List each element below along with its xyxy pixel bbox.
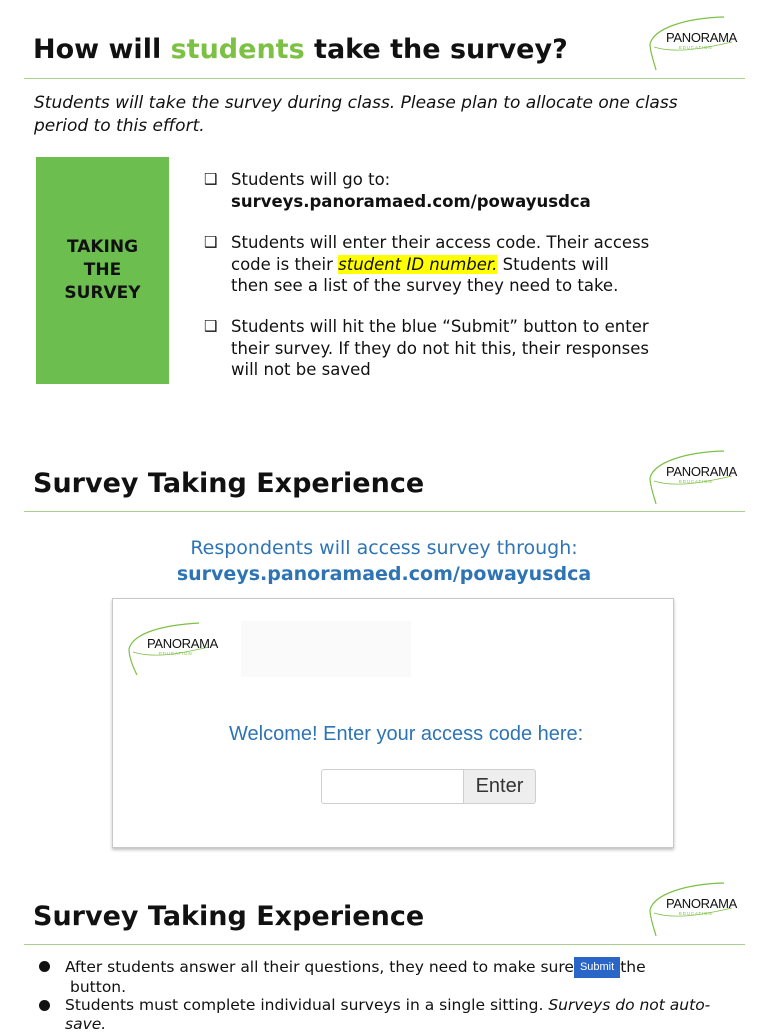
section1-intro: Students will take the survey during class. Please plan to allocate one class period to this effort. xyxy=(34,93,678,136)
survey-url: surveys.panoramaed.com/powayusdca xyxy=(231,191,591,211)
submit-button[interactable]: Submit xyxy=(574,957,620,978)
checkbox-icon: ❑ xyxy=(204,317,218,335)
student-id-highlight: student ID number. xyxy=(338,254,498,274)
logo-text: PANORAMA xyxy=(666,464,738,479)
bullet-item-2: Students must complete individual surveys in a single sitting. Surveys do not auto-save. xyxy=(39,996,739,1034)
panorama-logo xyxy=(646,448,742,506)
enter-button[interactable]: Enter xyxy=(463,769,536,804)
instruction-item-1: ❑ Students will go to: surveys.panoramaed.com/powayusdca xyxy=(204,170,591,211)
panorama-logo xyxy=(646,880,742,938)
section2-divider xyxy=(24,511,745,512)
logo-subtext: EDUCATION xyxy=(679,45,713,50)
bullet-item-1: After students answer all their questions, they need to make sure Submit the button. xyxy=(39,957,739,997)
bullet-dot xyxy=(39,961,50,972)
section1-title: How will students take the survey? xyxy=(33,34,568,65)
logo-text: PANORAMA xyxy=(147,636,219,651)
taking-survey-label: TAKING THE SURVEY xyxy=(64,237,141,303)
section3-title: Survey Taking Experience xyxy=(33,901,425,932)
login-screenshot xyxy=(112,598,674,848)
logo-subtext: EDUCATION xyxy=(679,479,713,484)
title-accent-word: students xyxy=(170,34,305,65)
blank-panel xyxy=(241,621,411,677)
taking-survey-box xyxy=(36,157,169,384)
section2-title: Survey Taking Experience xyxy=(33,468,425,499)
instruction-item-3: ❑ Students will hit the blue “Submit” button to enter their survey. If they do not hit this, their responses will not be saved xyxy=(204,317,650,379)
instruction-item-2: ❑ Students will enter their access code. Their access code is their student ID number. Students will then see a list of the survey they need to take. xyxy=(204,233,650,295)
logo-text: PANORAMA xyxy=(666,896,738,911)
checkbox-icon: ❑ xyxy=(204,170,218,188)
checkbox-icon: ❑ xyxy=(204,233,218,251)
section3-divider xyxy=(24,944,745,945)
welcome-message: Welcome! Enter your access code here: xyxy=(229,723,584,745)
panorama-logo xyxy=(646,14,742,72)
access-line: Respondents will access survey through: xyxy=(190,537,578,559)
logo-subtext: EDUCATION xyxy=(159,651,193,656)
section1-divider xyxy=(24,78,745,79)
access-url[interactable]: surveys.panoramaed.com/powayusdca xyxy=(176,563,592,585)
logo-subtext: EDUCATION xyxy=(679,911,713,916)
logo-text: PANORAMA xyxy=(666,30,738,45)
panorama-logo xyxy=(123,617,219,675)
access-code-input[interactable] xyxy=(321,769,464,804)
bullet-dot xyxy=(39,1000,50,1011)
